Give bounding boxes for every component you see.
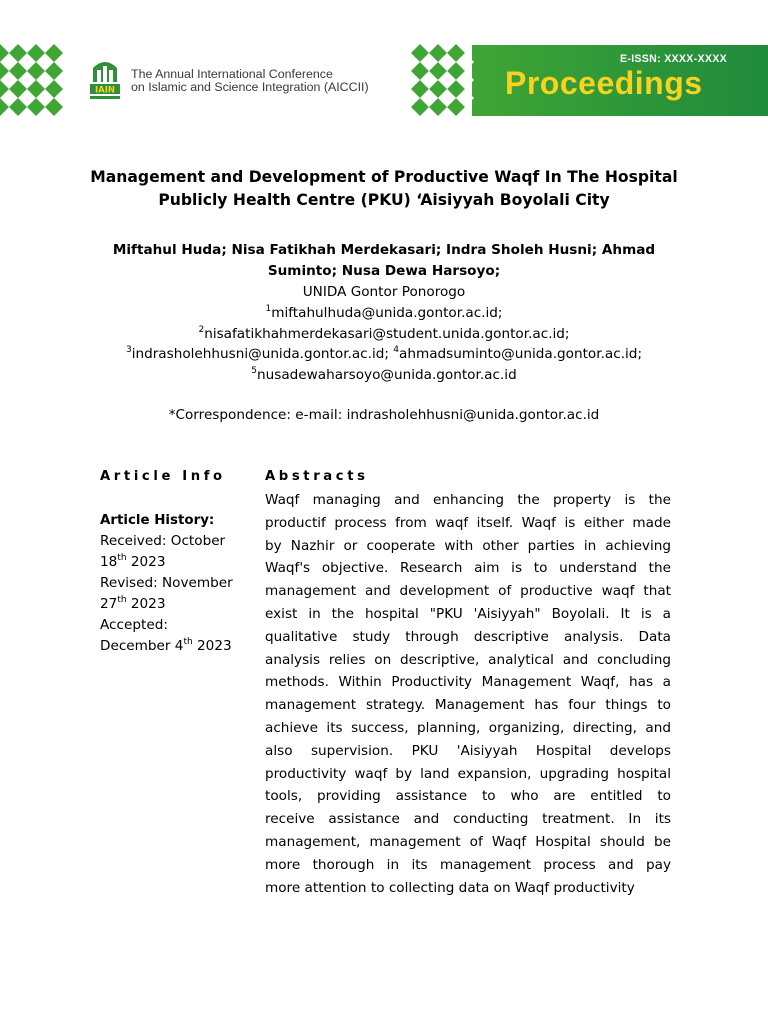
received-date	[100, 552, 256, 573]
issn-label: E-ISSN: XXXX-XXXX	[620, 53, 727, 65]
abstract-line: productivity waqf by land expansion, upgrading hospital	[265, 765, 671, 782]
proceedings-title: Proceedings	[505, 65, 703, 101]
email-3-4	[60, 344, 708, 365]
accepted-label: Accepted:	[100, 617, 168, 633]
email-1-address: miftahulhuda@unida.gontor.ac.id;	[271, 304, 503, 321]
abstract-line: productif process from waqf itself. Waqf is either made	[265, 514, 671, 531]
abstract-body	[265, 489, 671, 899]
accepted-year: 2023	[192, 638, 232, 654]
email-4-number: 4	[393, 345, 400, 356]
email-5-address: nusadewaharsoyo@unida.gontor.ac.id	[257, 367, 517, 384]
revised-suffix: th	[117, 595, 127, 605]
email-1-number: 1	[265, 303, 272, 314]
diamond-pattern-left	[0, 44, 72, 118]
abstract-line: methods. Within Productivity Management Waqf, has a	[265, 674, 671, 691]
conference-name-line1: The Annual International Conference	[131, 67, 333, 81]
revised-year: 2023	[126, 596, 166, 612]
email-5	[60, 365, 708, 386]
abstract-line: by Nazhir or cooperate with other parties in achieving	[265, 537, 671, 554]
accepted-suffix: th	[183, 637, 193, 647]
revised-label: Revised: November	[100, 575, 233, 591]
logo-text: IAIN	[94, 85, 116, 96]
article-info-heading: Article Info	[100, 469, 226, 484]
diamond-pattern-banner	[411, 44, 483, 118]
author-list-line1: Miftahul Huda; Nisa Fatikhah Merdekasari; Indra Sholeh Husni; Ahmad	[112, 242, 656, 258]
affiliation-block	[60, 282, 708, 386]
revised-date	[100, 594, 256, 615]
email-5-number: 5	[251, 366, 258, 377]
abstract-line: management, management of Waqf Hospital should be	[265, 833, 671, 850]
abstract-line: management and development of productive waqf that	[265, 583, 671, 600]
iain-logo	[88, 58, 122, 102]
abstract-line: tools, providing assistance to who are entitled to	[265, 788, 671, 805]
paper-title	[60, 166, 708, 212]
abstract-line: management strategy. Management has four things to	[265, 697, 671, 714]
received-year: 2023	[126, 554, 166, 570]
abstract-heading: Abstracts	[265, 469, 369, 484]
revised-day: 27	[100, 596, 118, 612]
abstract-line: analysis relies on descriptive, analytical and concluding	[265, 651, 671, 668]
email-2	[60, 324, 708, 345]
paper-title-line1: Management and Development of Productive Waqf In The Hospital	[90, 168, 678, 186]
received-label: Received: October	[100, 533, 226, 549]
correspondence: *Correspondence: e-mail: indrasholehhusni@unida.gontor.ac.id	[168, 407, 600, 423]
email-1	[60, 303, 708, 324]
abstract-line: exist in the hospital "PKU 'Aisiyyah" Boyolali. It is a	[265, 605, 671, 622]
paper-title-line2: Publicly Health Centre (PKU) ‘Aisiyyah Boyolali City	[158, 191, 610, 209]
received-day: 18	[100, 554, 118, 570]
abstract-line: receive assistance and conducting treatment. In its	[265, 811, 671, 828]
article-history-heading: Article History:	[100, 513, 215, 528]
article-history	[100, 531, 256, 657]
author-list-line2: Suminto; Nusa Dewa Harsoyo;	[267, 263, 501, 279]
accepted-day: December 4	[100, 638, 184, 654]
email-3-address: indrasholehhusni@unida.gontor.ac.id;	[131, 346, 394, 363]
abstract-line: also supervision. PKU 'Aisiyyah Hospital develops	[265, 742, 671, 759]
abstract-line: more attention to collecting data on Waqf productivity	[265, 879, 635, 896]
email-3-number: 3	[125, 345, 132, 356]
conference-name	[131, 68, 411, 94]
conference-name-line2: on Islamic and Science Integration (AICCII)	[131, 80, 369, 94]
abstract-line: more thorough in its management process and pay	[265, 856, 671, 873]
received-suffix: th	[117, 553, 127, 563]
abstract-line: Waqf's objective. Research aim is to understand the	[265, 560, 671, 577]
email-4-address: ahmadsuminto@unida.gontor.ac.id;	[399, 346, 643, 363]
email-2-number: 2	[198, 324, 205, 335]
abstract-line: Waqf managing and enhancing the property is the	[265, 492, 671, 508]
abstract-line: qualitative study through descriptive analysis. Data	[265, 628, 671, 645]
accepted-date	[100, 636, 256, 657]
affiliation: UNIDA Gontor Ponorogo	[302, 284, 466, 300]
email-2-address: nisafatikhahmerdekasari@student.unida.gontor.ac.id;	[204, 325, 570, 342]
author-list	[70, 240, 698, 282]
proceedings-header	[0, 0, 768, 130]
abstract-line: achieve its success, planning, organizing, directing, and	[265, 719, 671, 736]
